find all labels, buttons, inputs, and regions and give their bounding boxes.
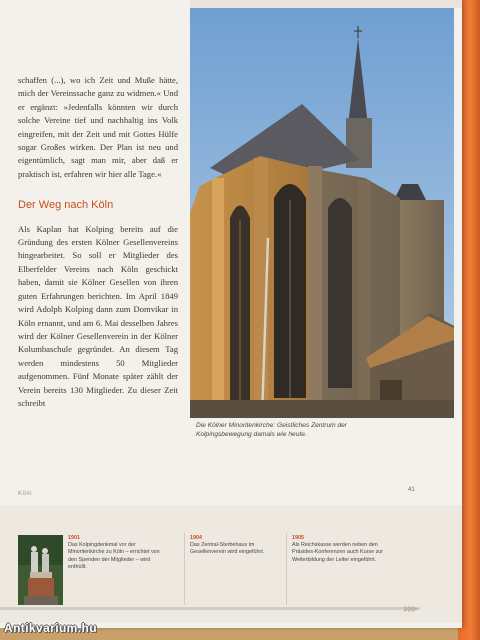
section-heading: Der Weg nach Köln — [18, 199, 114, 212]
body-paragraph-1: schaffen (...), wo ich Zeit und Muße hätte, mich der Vereinssache ganz zu widmen.« Und er ergänzt: »Jedenfalls könnten wir durch solche Vereine tief und nachhaltig ins Volk eingreifen, mit der Zeit und mit Gottes Hülfe sogar Großes wirken. Der Plan ist neu und eigentümlich, sagt man mir, aber daß er praktisch ist, erfahren wir hier alle Tage.« — [18, 75, 178, 179]
timeline-entry — [68, 535, 160, 571]
timeline-text: Als Reichskasse werden neben den Präsides-Konferenzen auch Kurse zur Weiterbildung der Leiter eingeführt. — [292, 542, 384, 563]
timeline-arrow-icon: ▶▶▶ — [404, 604, 417, 613]
timeline-divider — [184, 533, 185, 605]
timeline-divider — [286, 533, 287, 605]
body-text-column — [18, 74, 178, 410]
footer-label: Köln — [18, 491, 33, 497]
timeline-year: 1905 — [292, 535, 304, 541]
church-photo — [190, 8, 454, 418]
timeline-bar — [0, 505, 462, 623]
timeline-year: 1901 — [68, 535, 80, 541]
monument-thumbnail — [18, 535, 63, 605]
timeline-text: Das Zentral-Sterbehaus im Gesellenverein wird eingeführt. — [190, 542, 265, 556]
timeline-text: Das Kolpingdenkmal vor der Minoritenkirche zu Köln – errichtet von den Spenden der Mitglieder – wird enthüllt. — [68, 542, 160, 570]
timeline-entry — [190, 535, 280, 557]
timeline-year: 1904 — [190, 535, 202, 541]
body-paragraph-2: Als Kaplan hat Kolping bereits auf die Gründung des ersten Kölner Gesellenvereins hingearbeitet. So soll er Mitglieder des Elberfelder Vereins nach Köln geschickt haben, damit sie Kölner Gesellen von ihren guten Erfahrungen berichten. Im April 1849 wird Adolph Kolping dann zum Domvikar in Köln ernannt, und am 6. Mai desselben Jahres wird der Kölner Gesellenverein in der Kölner Kolumbaschule gegründet. An diesem Tag werden mindestens 50 Mitglieder aufgenommen. Fünf Monate später zählt der Verein bereits 130 Mitglieder. Zu dieser Zeit schreibt — [18, 223, 178, 408]
timeline-rule — [0, 607, 420, 610]
timeline-entry — [292, 535, 392, 564]
kolping-monument-image — [18, 535, 63, 605]
page-number: 41 — [408, 487, 415, 493]
minoritenkirche-image — [190, 8, 454, 418]
watermark-logo: Antikvarium.hu — [4, 621, 97, 635]
photo-caption: Die Kölner Minoritenkirche: Geistliches Zentrum der Kolpingsbewegung damals wie heute. — [196, 422, 347, 438]
page-top-strip — [190, 0, 462, 8]
